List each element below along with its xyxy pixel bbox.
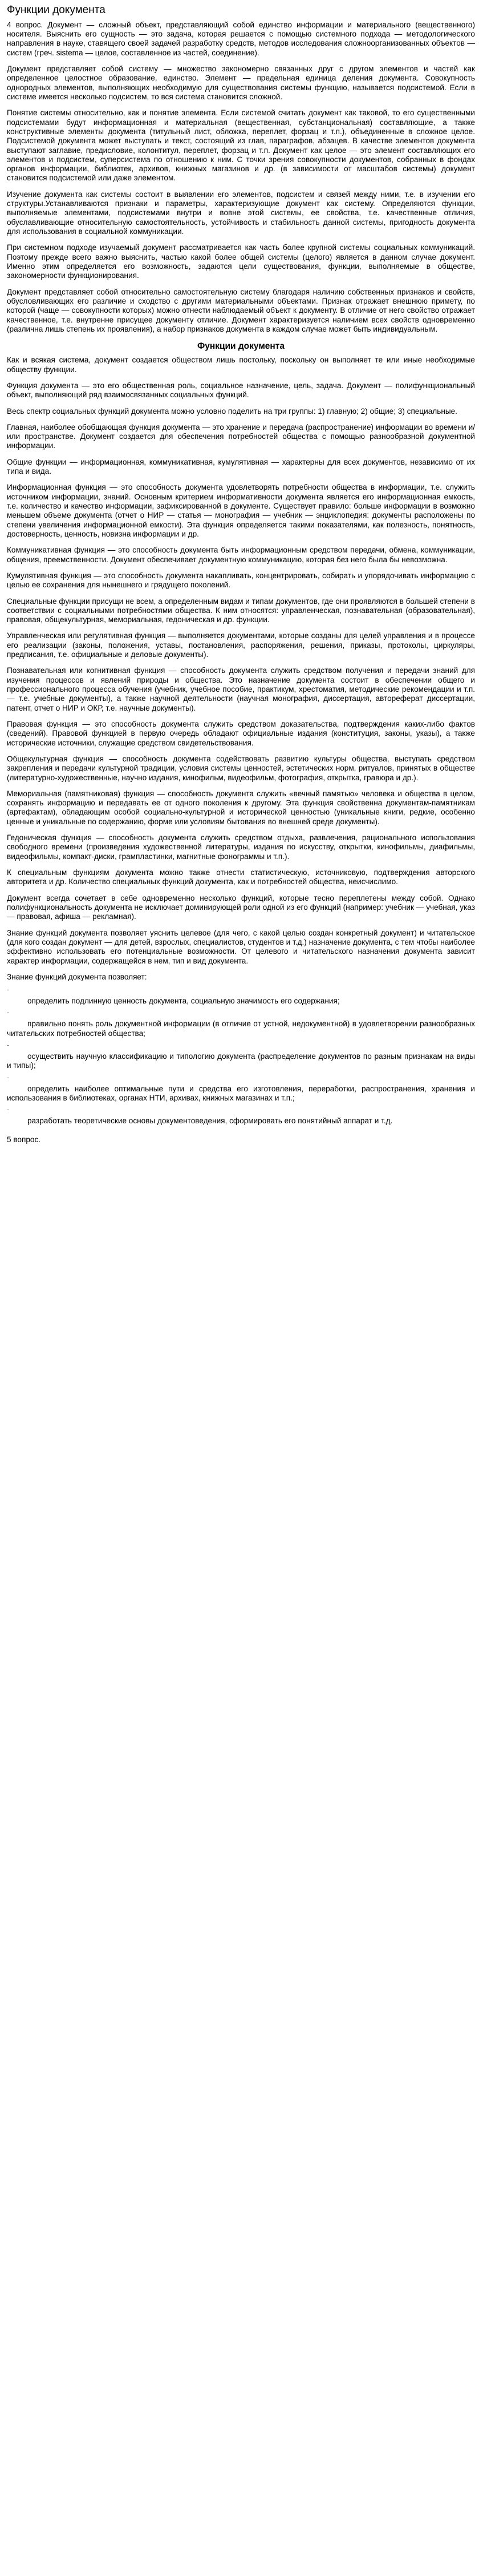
paragraph: Документ всегда сочетает в себе одновременно несколько функций, которые тесно переплетены между собой. Однако полифункциональность документа не исключает доминирующей роли одной из его функций (например: учебник — учебная, указ — правовая, афиша — рекламная). [7,893,475,921]
list-item [7,1108,475,1126]
next-question-label: 5 вопрос. [7,1135,41,1144]
paragraph: Главная, наиболее обобщающая функция документа — это хранение и передача (распространение) информации во времени и/или пространстве. Документ создается для обеспечения потребностей общества с помощью разнообразной документной информации. [7,422,475,450]
paragraph: Общие функции — информационная, коммуникативная, кумулятивная — характерны для всех документов, независимо от их типа и вида. [7,457,475,476]
document-page [0,0,483,1155]
functions-heading: Функции документа [197,341,285,352]
paragraph: Как и всякая система, документ создается обществом лишь постольку, поскольку он выполняет те или иные необходимые обществу функции. [7,356,475,374]
paragraph: Коммуникативная функция — это способность документа быть информационным средством передачи, обмена, коммуникации, общения, преемственности. Документ обеспечивает документную коммуникацию, которая без него была бы невозможна. [7,546,475,564]
paragraph: 4 вопрос. Документ — сложный объект, представляющий собой единство информации и материального (вещественного) носителя. Выяснить его сущность — это задача, которая решается с помощью системного подхода — методологического направления в науке, ставящего своей задачей разработку средств, методов исследования сложноорганизованных объектов — систем (греч. sistema — целое, составленное из частей, соединение). [7,20,475,57]
paragraph: При системном подходе изучаемый документ рассматривается как часть более крупной системы социальных коммуникаций. Поэтому прежде всего важно выяснить, частью какой более общей системы (целого) является в данном случае документ. Именно этим определяется его возможность, задаются цели существования, функции, выполняемые в обществе, закономерности функционирования. [7,243,475,280]
paragraph: Гедоническая функция — способность документа служить средством отдыха, развлечения, рационального использования свободного времени (произведения художественной литературы, издания по искусству, открытки, кинофильмы, диафильмы, видеофильмы, компакт-диски, грампластинки, магнитные фонограммы и т.п.). [7,833,475,861]
list-item [7,1077,475,1103]
paragraph: Правовая функция — это способность документа служить средством доказательства, подтверждения каких-либо фактов (сведений). Правовой функцией в первую очередь обладают официальные издания (конституция, законы, указы), а также исторические источники, служащие средством свидетельствования. [7,719,475,747]
paragraph: Весь спектр социальных функций документа можно условно поделить на три группы: 1) главную; 2) общие; 3) специальные. [7,406,457,416]
paragraph: Изучение документа как системы состоит в выявлении его элементов, подсистем и связей между ними, т.е. в изучении его структуры.Устанавливаются признаки и параметры, характеризующие документ как систему. Определяются функции, выполняемые элементами, подсистемами внутри и вовне этой системы, ее свойства, т.е. качественные отличия, обуславливающие относительную самостоятельность, устойчивость и стабильность данной системы, пригодность документа для использования в социальной коммуникации. [7,190,475,236]
paragraph: Документ представляет собой систему — множество закономерно связанных друг с другом элементов и частей как определенное целостное образование, единство. Элемент — предельная единица деления документа. Совокупность однородных элементов, выполняющих необходимую для существования системы функцию, называется подсистемой. Если в системе имеется несколько подсистем, то вся система становится сложной. [7,64,475,101]
list-item [7,1011,475,1038]
list-item [7,1044,475,1071]
document-title: Функции документа [7,4,105,16]
list-item-text: разработать теоретические основы документоведения, сформировать его понятийный аппарат и т.д. [27,1116,393,1126]
list-item-text: правильно понять роль документной информации (в отличие от устной, недокументной) в удовлетворении разнообразных читательских потребностей общества; [7,1019,475,1038]
paragraph: Информационная функция — это способность документа удовлетворять потребности общества в информации, т.е. служить источником информации, знаний. Основным критерием информативности документа является его информационная емкость, т.е. количество и качество информации, зафиксированной в документе. Существует правило: больше информации в возможно меньшем объеме документа (отчет о НИР — статья — монография — учебник — энциклопедия: документы расположены по степени увеличения информационной емкости). Эта функция определяется такими показателями, как полезность, понятность, достоверность, ценность, новизна информации и др. [7,483,475,538]
list-item-text: определить подлинную ценность документа, социальную значимость его содержания; [27,997,340,1006]
paragraph: Познавательная или когнитивная функция — способность документа служить средством получения и передачи знаний для изучения процессов и явлений природы и общества. Это назначение документа состоит в обеспечении общего и профессионального процесса обучения (учебник, учебное пособие, практикум, хрестоматия, методические рекомендации и т.п. — т.е. учебные документы), а также научной деятельности (научная монография, диссертация, автореферат диссертации, патент, отчет о НИР и ОКР, т.е. научные документы). [7,666,475,712]
paragraph: Мемориальная (памятниковая) функция — способность документа служить «вечный памятью» человека и общества в целом, сохранять информацию и передавать ее от одного поколения к другому. Эта функция свойственна документам-памятникам (артефактам), обладающим особой социально-культурной и исторической ценностью (уникальные книги, редкие, особенно ценные и уникальные по содержанию, форме или условиям бытования во внешней среде документы). [7,789,475,826]
benefits-list [7,989,475,1126]
list-item-text: осуществить научную классификацию и типологию документа (распределение документов по разным признакам на виды и типы); [7,1052,475,1070]
paragraph: Кумулятивная функция — это способность документа накапливать, концентрировать, собирать и упорядочивать информацию с целью ее сохранения для нынешнего и грядущего поколений. [7,571,475,590]
paragraph: Понятие системы относительно, как и понятие элемента. Если системой считать документ как таковой, то его существенными подсистемами будут информационная и материальная (вещественная, субстанциональная) составляющие, а также конструктивные элементы документа (титульный лист, обложка, переплет, форзац и т.п.), объединенные в сложное целое. Подсистемой документа может выступать и текст, состоящий из глав, параграфов, абзацев. В качестве элементов документа выступают заглавие, предисловие, колонтитул, переплет, форзац и т.п. Документ как целое — это элемент составляющих его элементов и подсистем, суперсистема по отношению к ним. С точки зрения совокупности документов, собранных в фондах органов информации, библиотек, архивов, книжных магазинов и др. (в зависимости от масштабов системы) документ становится подсистемой или даже элементом. [7,108,475,183]
paragraph: Функция документа — это его общественная роль, социальное назначение, цель, задача. Документ — полифункциональный объект, выполняющий ряд взаимосвязанных социальных функций. [7,381,475,400]
list-intro: Знание функций документа позволяет: [7,972,147,981]
paragraph: Знание функций документа позволяет уяснить целевое (для чего, с какой целью создан конкретный документ) и читательское (для кого создан документ — для детей, взрослых, специалистов, студентов и т.д.) назначение документа, с тем чтобы наиболее эффективно использовать его потенциальные возможности. От целевого и читательского назначения документа зависит характер информации, содержащейся в нем, тип и вид документа. [7,928,475,965]
functions-section [7,356,475,966]
bullet-icon: ¨ [7,1011,10,1020]
paragraph: Управленческая или регулятивная функция — выполняется документами, которые созданы для целей управления и в процессе его реализации (законы, положения, уставы, постановления, распоряжения, решения, приказы, протоколы, циркуляры, предписания, т.е. официальные и деловые документы). [7,631,475,659]
paragraph: Документ представляет собой относительно самостоятельную систему благодаря наличию собственных признаков и свойств, обусловливающих его различие и сходство с другими материальными объектами. Признак отражает внешнюю примету, по которой (чаще — совокупности которых) можно отнести наблюдаемый объект к документу. В отличие от него свойство отражает качественное, т.е. внутренне присущее документу отличие. Документ характеризуется наличием всех свойств одновременно (различна лишь степень их проявления), а набор признаков документа в каждом случае может быть индивидуальным. [7,287,475,333]
intro-section [7,21,475,334]
bullet-icon: ¨ [7,1043,10,1053]
bullet-icon: ¨ [7,1108,10,1117]
bullet-icon: ¨ [7,1075,10,1085]
bullet-icon: ¨ [7,988,10,997]
paragraph: Специальные функции присущи не всем, а определенным видам и типам документов, где они проявляются в большей степени в соответствии с социальными потребностями общества. К ним относятся: управленческая, познавательная (образовательная), правовая, общекультурная, мемориальная, гедоническая и др. функции. [7,596,475,624]
list-item [7,989,475,1006]
paragraph: Общекультурная функция — способность документа содействовать развитию культуры общества, выступать средством закрепления и передачи культурной традиции, условия системы ценностей, эстетических норм, ритуалов, принятых в обществе (литературно-художественные, научно издания, кинофильм, видеофильм, фотография, открытка, гравюра и др.). [7,754,475,782]
paragraph: К специальным функциям документа можно также отнести статистическую, источниковую, подтверждения авторского авторитета и др. Количество специальных функций документа, как и потребностей общества, неисчислимо. [7,868,475,886]
list-item-text: определить наиболее оптимальные пути и средства его изготовления, переработки, распространения, хранения и использования в библиотеках, органах НТИ, архивах, книжных магазинах и т.п.; [7,1084,475,1103]
